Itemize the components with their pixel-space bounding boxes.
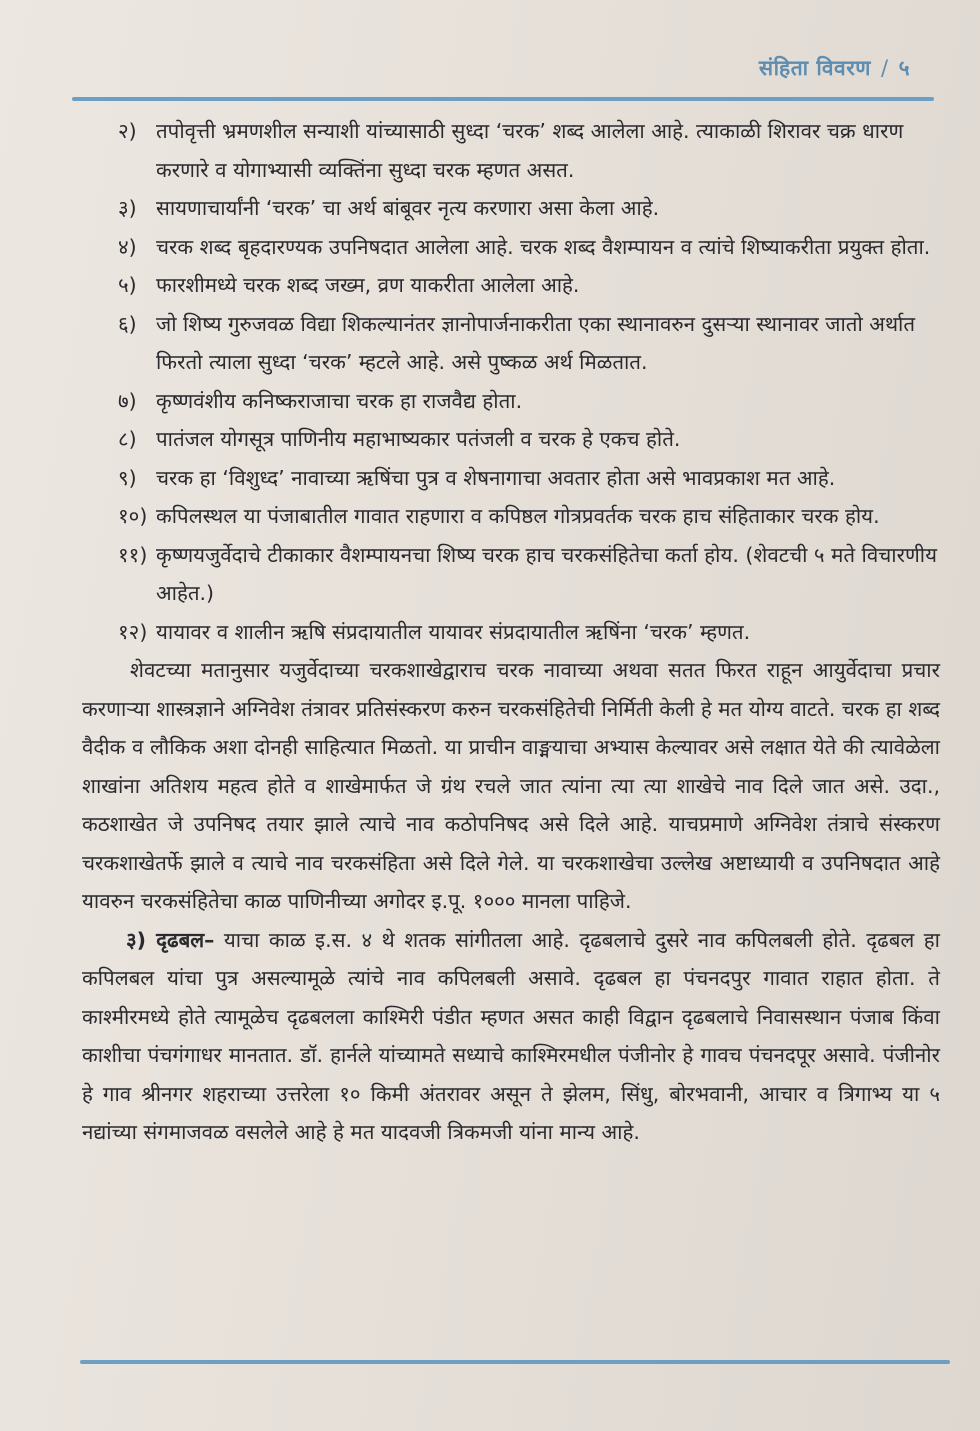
list-item-text: चरक शब्द बृहदारण्यक उपनिषदात आलेला आहे. चरक शब्द वैशम्पायन व त्यांचे शिष्याकरीता प्रयुक्त होता. bbox=[156, 234, 931, 259]
list-item-number: ८) bbox=[118, 427, 137, 451]
list-item-number: १०) bbox=[118, 504, 148, 528]
list-item-number: ४) bbox=[118, 234, 137, 259]
list-item-text: कृष्णवंशीय कनिष्कराजाचा चरक हा राजवैद्य होता. bbox=[156, 388, 523, 413]
numbered-list bbox=[82, 112, 940, 651]
list-item-number: १२) bbox=[118, 619, 148, 644]
list-item-text: फारशीमध्ये चरक शब्द जख्म, व्रण याकरीता आलेला आहे. bbox=[156, 273, 580, 297]
list-item-number: ९) bbox=[118, 465, 137, 490]
list-item-number: ५) bbox=[118, 273, 137, 297]
list-item-text: कपिलस्थल या पंजाबातील गावात राहणारा व कपिष्ठल गोत्रप्रवर्तक चरक हाच संहिताकार चरक होय. bbox=[156, 504, 880, 528]
paragraph-conclusion: शेवटच्या मतानुसार यजुर्वेदाच्या चरकशाखेद्वाराच चरक नावाच्या अथवा सतत फिरत राहून आयुर्वेदाचा प्रचार करणाऱ्या शास्त्रज्ञाने अग्निवेश तंत्रावर प्रतिसंस्करण करुन चरकसंहितेची निर्मिती केली हे मत योग्य वाटते. चरक हा शब्द वैदीक व लौकिक अशा दोनही साहित्यात मिळतो. या प्राचीन वाङ्मयाचा अभ्यास केल्यावर असे लक्षात येते की त्यावेळेला शाखांना अतिशय महत्व होते व शाखेमार्फत जे ग्रंथ रचले जात त्यांना त्या त्या शाखेचे नाव दिले जात असे. उदा., कठशाखेत जे उपनिषद तयार झाले त्याचे नाव कठोपनिषद असे दिले आहे. याचप्रमाणे अग्निवेश तंत्राचे संस्करण चरकशाखेतर्फे झाले व त्याचे नाव चरकसंहिता असे दिले गेले. या चरकशाखेचा उल्लेख अष्टाध्यायी व उपनिषदात आहे यावरुन चरकसंहितेचा काळ पाणिनीच्या अगोदर इ.पू. १००० मानला पाहिजे. bbox=[82, 658, 940, 913]
list-item-text: पातंजल योगसूत्र पाणिनीय महाभाष्यकार पतंजली व चरक हे एकच होते. bbox=[156, 427, 681, 451]
running-header bbox=[759, 54, 910, 82]
section-heading: ३) दृढबल– bbox=[126, 927, 215, 952]
list-item bbox=[82, 420, 940, 459]
list-item-text: यायावर व शालीन ऋषि संप्रदायातील यायावर संप्रदायातील ऋषिंना ‘चरक’ म्हणत. bbox=[156, 619, 751, 644]
list-item bbox=[82, 382, 940, 421]
list-item-number: ७) bbox=[118, 388, 137, 413]
list-item bbox=[82, 189, 940, 228]
list-item-number: ११) bbox=[118, 542, 148, 567]
list-item-text: कृष्णयजुर्वेदाचे टीकाकार वैशम्पायनचा शिष्य चरक हाच चरकसंहितेचा कर्ता होय. (शेवटची ५ मते विचारणीय आहेत.) bbox=[156, 542, 937, 605]
page-number: ५ bbox=[898, 56, 910, 80]
section-dridhabala bbox=[82, 921, 940, 1152]
header-separator: / bbox=[881, 56, 889, 80]
list-item bbox=[82, 497, 940, 536]
section-text: याचा काळ इ.स. ४ थे शतक सांगीतला आहे. दृढबलाचे दुसरे नाव कपिलबली होते. दृढबल हा कपिलबल यांचा पुत्र असल्यामूळे त्यांचे नाव कपिलबली असावे. दृढबल हा पंचनदपुर गावात राहात होता. ते काश्मीरमध्ये होते त्यामूळेच दृढबलला काश्मिरी पंडीत म्हणत असत काही विद्वान दृढबलाचे निवासस्थान पंजाब किंवा काशीचा पंचगंगाधर मानतात. डॉ. हार्नले यांच्यामते सध्याचे काश्मिरमधील पंजीनोर हे गावच पंचनदपूर असावे. पंजीनोर हे गाव श्रीनगर शहराच्या उत्तरेला १० किमी अंतरावर असून ते झेलम, सिंधु, बोरभवानी, आचार व त्रिगाभ्य या ५ नद्यांच्या संगमाजवळ वसलेले आहे हे मत यादवजी त्रिकमजी यांना मान्य आहे. bbox=[82, 927, 940, 1144]
list-item bbox=[82, 305, 940, 382]
list-item bbox=[82, 613, 940, 652]
list-item bbox=[82, 112, 940, 189]
list-item bbox=[82, 536, 940, 613]
list-item bbox=[82, 266, 940, 305]
list-item-number: ६) bbox=[118, 311, 137, 336]
list-item-text: तपोवृत्ती भ्रमणशील सन्याशी यांच्यासाठी सुध्दा ‘चरक’ शब्द आलेला आहे. त्याकाळी शिरावर चक्र धारण करणारे व योगाभ्यासी व्यक्तिंना सुध्दा चरक म्हणत असत. bbox=[156, 119, 904, 182]
body-text bbox=[82, 112, 940, 1152]
list-item-number: २) bbox=[118, 119, 137, 143]
list-item-number: ३) bbox=[118, 196, 137, 220]
bottom-rule bbox=[80, 1360, 950, 1364]
list-item bbox=[82, 228, 940, 267]
top-rule bbox=[72, 97, 934, 101]
list-item-text: चरक हा ‘विशुध्द’ नावाच्या ऋषिंचा पुत्र व शेषनागाचा अवतार होता असे भावप्रकाश मत आहे. bbox=[156, 465, 836, 490]
list-item-text: जो शिष्य गुरुजवळ विद्या शिकल्यानंतर ज्ञानोपार्जनाकरीता एका स्थानावरुन दुसऱ्या स्थानावर जातो अर्थात फिरतो त्याला सुध्दा ‘चरक’ म्हटले आहे. असे पुष्कळ अर्थ मिळतात. bbox=[156, 311, 916, 374]
chapter-title: संहिता विवरण bbox=[758, 56, 871, 80]
list-item bbox=[82, 459, 940, 498]
list-item-text: सायणाचार्यांनी ‘चरक’ चा अर्थ बांबूवर नृत्य करणारा असा केला आहे. bbox=[156, 196, 660, 220]
